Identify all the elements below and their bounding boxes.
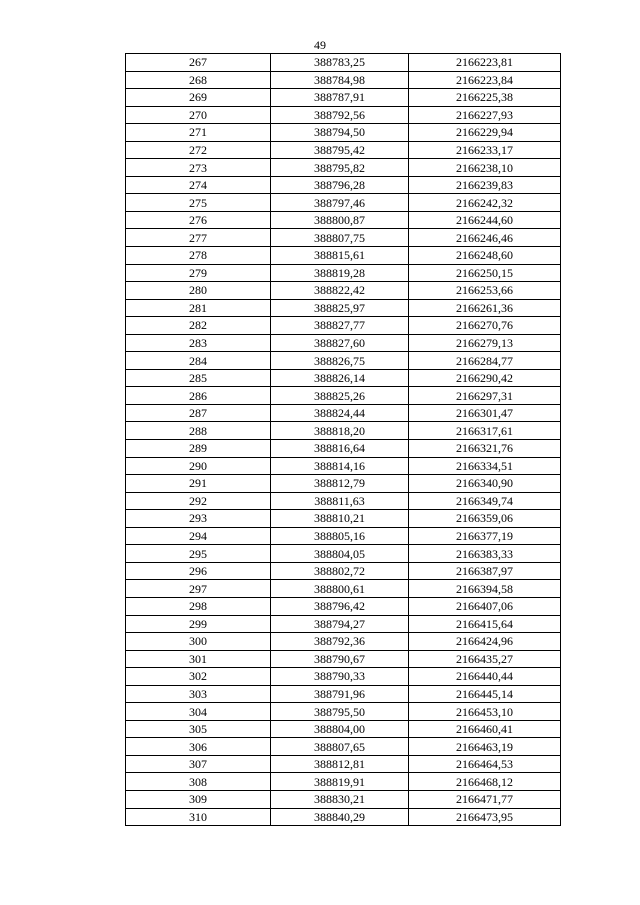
x-coordinate-cell: 388815,61 — [271, 247, 409, 265]
x-coordinate-cell: 388819,91 — [271, 773, 409, 791]
x-coordinate-cell: 388804,05 — [271, 545, 409, 563]
table-row — [126, 510, 561, 528]
y-coordinate-cell: 2166377,19 — [409, 527, 561, 545]
table-row — [126, 633, 561, 651]
point-number-cell: 294 — [126, 527, 271, 545]
y-coordinate-cell: 2166415,64 — [409, 615, 561, 633]
y-coordinate-cell: 2166242,32 — [409, 194, 561, 212]
table-row — [126, 755, 561, 773]
point-number-cell: 284 — [126, 352, 271, 370]
x-coordinate-cell: 388784,98 — [271, 71, 409, 89]
x-coordinate-cell: 388811,63 — [271, 492, 409, 510]
point-number-cell: 274 — [126, 176, 271, 194]
table-row — [126, 334, 561, 352]
y-coordinate-cell: 2166453,10 — [409, 703, 561, 721]
y-coordinate-cell: 2166349,74 — [409, 492, 561, 510]
point-number-cell: 281 — [126, 299, 271, 317]
y-coordinate-cell: 2166250,15 — [409, 264, 561, 282]
x-coordinate-cell: 388827,60 — [271, 334, 409, 352]
point-number-cell: 273 — [126, 159, 271, 177]
point-number-cell: 288 — [126, 422, 271, 440]
table-row — [126, 124, 561, 142]
table-row — [126, 404, 561, 422]
point-number-cell: 272 — [126, 141, 271, 159]
y-coordinate-cell: 2166248,60 — [409, 247, 561, 265]
y-coordinate-cell: 2166270,76 — [409, 317, 561, 335]
x-coordinate-cell: 388804,00 — [271, 720, 409, 738]
point-number-cell: 275 — [126, 194, 271, 212]
y-coordinate-cell: 2166359,06 — [409, 510, 561, 528]
x-coordinate-cell: 388795,82 — [271, 159, 409, 177]
point-number-cell: 271 — [126, 124, 271, 142]
y-coordinate-cell: 2166468,12 — [409, 773, 561, 791]
table-row — [126, 527, 561, 545]
table-row — [126, 299, 561, 317]
point-number-cell: 292 — [126, 492, 271, 510]
table-row — [126, 247, 561, 265]
y-coordinate-cell: 2166440,44 — [409, 668, 561, 686]
y-coordinate-cell: 2166471,77 — [409, 790, 561, 808]
x-coordinate-cell: 388822,42 — [271, 282, 409, 300]
point-number-cell: 279 — [126, 264, 271, 282]
point-number-cell: 291 — [126, 475, 271, 493]
point-number-cell: 297 — [126, 580, 271, 598]
y-coordinate-cell: 2166227,93 — [409, 106, 561, 124]
y-coordinate-cell: 2166387,97 — [409, 562, 561, 580]
point-number-cell: 296 — [126, 562, 271, 580]
x-coordinate-cell: 388818,20 — [271, 422, 409, 440]
y-coordinate-cell: 2166334,51 — [409, 457, 561, 475]
x-coordinate-cell: 388807,65 — [271, 738, 409, 756]
y-coordinate-cell: 2166223,84 — [409, 71, 561, 89]
point-number-cell: 308 — [126, 773, 271, 791]
table-row — [126, 229, 561, 247]
point-number-cell: 289 — [126, 440, 271, 458]
x-coordinate-cell: 388824,44 — [271, 404, 409, 422]
table-row — [126, 773, 561, 791]
x-coordinate-cell: 388794,50 — [271, 124, 409, 142]
y-coordinate-cell: 2166317,61 — [409, 422, 561, 440]
table-row — [126, 387, 561, 405]
y-coordinate-cell: 2166297,31 — [409, 387, 561, 405]
x-coordinate-cell: 388787,91 — [271, 89, 409, 107]
point-number-cell: 283 — [126, 334, 271, 352]
y-coordinate-cell: 2166407,06 — [409, 597, 561, 615]
table-row — [126, 264, 561, 282]
x-coordinate-cell: 388807,75 — [271, 229, 409, 247]
y-coordinate-cell: 2166225,38 — [409, 89, 561, 107]
point-number-cell: 269 — [126, 89, 271, 107]
x-coordinate-cell: 388816,64 — [271, 440, 409, 458]
point-number-cell: 276 — [126, 211, 271, 229]
y-coordinate-cell: 2166301,47 — [409, 404, 561, 422]
y-coordinate-cell: 2166340,90 — [409, 475, 561, 493]
table-row — [126, 457, 561, 475]
table-row — [126, 720, 561, 738]
x-coordinate-cell: 388826,75 — [271, 352, 409, 370]
table-row — [126, 790, 561, 808]
x-coordinate-cell: 388790,33 — [271, 668, 409, 686]
y-coordinate-cell: 2166244,60 — [409, 211, 561, 229]
point-number-cell: 295 — [126, 545, 271, 563]
y-coordinate-cell: 2166460,41 — [409, 720, 561, 738]
point-number-cell: 286 — [126, 387, 271, 405]
y-coordinate-cell: 2166424,96 — [409, 633, 561, 651]
table-row — [126, 668, 561, 686]
x-coordinate-cell: 388825,26 — [271, 387, 409, 405]
point-number-cell: 298 — [126, 597, 271, 615]
page-number: 49 — [314, 38, 326, 52]
point-number-cell: 310 — [126, 808, 271, 826]
y-coordinate-cell: 2166229,94 — [409, 124, 561, 142]
x-coordinate-cell: 388795,42 — [271, 141, 409, 159]
point-number-cell: 301 — [126, 650, 271, 668]
point-number-cell: 270 — [126, 106, 271, 124]
point-number-cell: 290 — [126, 457, 271, 475]
table-row — [126, 475, 561, 493]
coordinates-table-body — [126, 54, 561, 826]
y-coordinate-cell: 2166279,13 — [409, 334, 561, 352]
point-number-cell: 305 — [126, 720, 271, 738]
x-coordinate-cell: 388830,21 — [271, 790, 409, 808]
table-row — [126, 89, 561, 107]
table-row — [126, 71, 561, 89]
table-row — [126, 211, 561, 229]
x-coordinate-cell: 388794,27 — [271, 615, 409, 633]
coordinates-table — [125, 53, 561, 826]
table-row — [126, 54, 561, 72]
y-coordinate-cell: 2166464,53 — [409, 755, 561, 773]
table-row — [126, 317, 561, 335]
point-number-cell: 268 — [126, 71, 271, 89]
x-coordinate-cell: 388802,72 — [271, 562, 409, 580]
point-number-cell: 287 — [126, 404, 271, 422]
point-number-cell: 278 — [126, 247, 271, 265]
y-coordinate-cell: 2166473,95 — [409, 808, 561, 826]
y-coordinate-cell: 2166261,36 — [409, 299, 561, 317]
y-coordinate-cell: 2166223,81 — [409, 54, 561, 72]
point-number-cell: 309 — [126, 790, 271, 808]
table-row — [126, 352, 561, 370]
point-number-cell: 307 — [126, 755, 271, 773]
point-number-cell: 293 — [126, 510, 271, 528]
y-coordinate-cell: 2166445,14 — [409, 685, 561, 703]
point-number-cell: 285 — [126, 369, 271, 387]
x-coordinate-cell: 388783,25 — [271, 54, 409, 72]
table-row — [126, 492, 561, 510]
x-coordinate-cell: 388800,61 — [271, 580, 409, 598]
y-coordinate-cell: 2166284,77 — [409, 352, 561, 370]
point-number-cell: 302 — [126, 668, 271, 686]
y-coordinate-cell: 2166435,27 — [409, 650, 561, 668]
table-row — [126, 580, 561, 598]
x-coordinate-cell: 388797,46 — [271, 194, 409, 212]
y-coordinate-cell: 2166463,19 — [409, 738, 561, 756]
x-coordinate-cell: 388796,28 — [271, 176, 409, 194]
y-coordinate-cell: 2166290,42 — [409, 369, 561, 387]
table-row — [126, 106, 561, 124]
table-row — [126, 615, 561, 633]
x-coordinate-cell: 388791,96 — [271, 685, 409, 703]
x-coordinate-cell: 388826,14 — [271, 369, 409, 387]
x-coordinate-cell: 388812,79 — [271, 475, 409, 493]
y-coordinate-cell: 2166239,83 — [409, 176, 561, 194]
table-row — [126, 545, 561, 563]
point-number-cell: 299 — [126, 615, 271, 633]
y-coordinate-cell: 2166394,58 — [409, 580, 561, 598]
table-row — [126, 440, 561, 458]
table-row — [126, 703, 561, 721]
point-number-cell: 267 — [126, 54, 271, 72]
table-row — [126, 176, 561, 194]
x-coordinate-cell: 388790,67 — [271, 650, 409, 668]
x-coordinate-cell: 388827,77 — [271, 317, 409, 335]
point-number-cell: 277 — [126, 229, 271, 247]
table-row — [126, 650, 561, 668]
x-coordinate-cell: 388792,56 — [271, 106, 409, 124]
x-coordinate-cell: 388812,81 — [271, 755, 409, 773]
y-coordinate-cell: 2166246,46 — [409, 229, 561, 247]
x-coordinate-cell: 388792,36 — [271, 633, 409, 651]
point-number-cell: 303 — [126, 685, 271, 703]
table-row — [126, 159, 561, 177]
table-row — [126, 422, 561, 440]
point-number-cell: 280 — [126, 282, 271, 300]
y-coordinate-cell: 2166383,33 — [409, 545, 561, 563]
x-coordinate-cell: 388800,87 — [271, 211, 409, 229]
table-row — [126, 369, 561, 387]
x-coordinate-cell: 388840,29 — [271, 808, 409, 826]
y-coordinate-cell: 2166321,76 — [409, 440, 561, 458]
y-coordinate-cell: 2166233,17 — [409, 141, 561, 159]
point-number-cell: 300 — [126, 633, 271, 651]
y-coordinate-cell: 2166238,10 — [409, 159, 561, 177]
x-coordinate-cell: 388810,21 — [271, 510, 409, 528]
table-row — [126, 685, 561, 703]
x-coordinate-cell: 388805,16 — [271, 527, 409, 545]
x-coordinate-cell: 388795,50 — [271, 703, 409, 721]
y-coordinate-cell: 2166253,66 — [409, 282, 561, 300]
table-row — [126, 141, 561, 159]
table-row — [126, 194, 561, 212]
point-number-cell: 306 — [126, 738, 271, 756]
point-number-cell: 304 — [126, 703, 271, 721]
x-coordinate-cell: 388819,28 — [271, 264, 409, 282]
x-coordinate-cell: 388825,97 — [271, 299, 409, 317]
point-number-cell: 282 — [126, 317, 271, 335]
table-row — [126, 597, 561, 615]
table-row — [126, 738, 561, 756]
x-coordinate-cell: 388814,16 — [271, 457, 409, 475]
table-row — [126, 282, 561, 300]
table-row — [126, 562, 561, 580]
x-coordinate-cell: 388796,42 — [271, 597, 409, 615]
table-row — [126, 808, 561, 826]
